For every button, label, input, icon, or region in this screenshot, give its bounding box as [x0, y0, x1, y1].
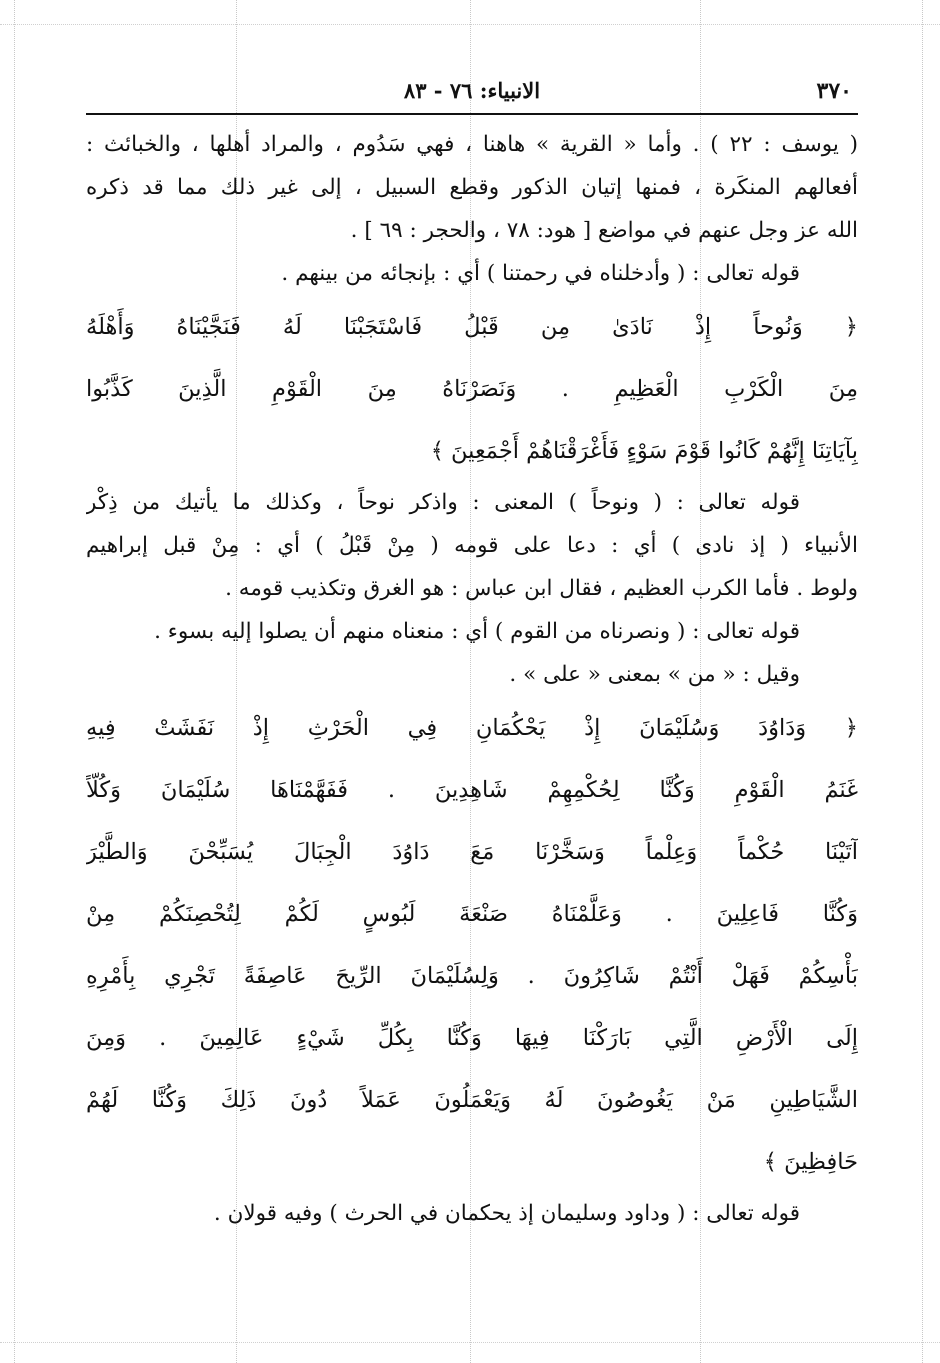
text-line: مِنَ الْكَرْبِ الْعَظِيمِ . وَنَصَرْنَاهُ مِنَ الْقَوْمِ الَّذِينَ كَذَّبُوا: [86, 376, 858, 402]
text-line: قوله تعالى : ( ونصرناه من القوم ) أي : منعناه منهم أن يصلوا إليه بسوء .: [154, 619, 800, 644]
text-line: ﴿ وَنُوحاً إِذْ نَادَىٰ مِن قَبْلُ فَاسْتَجَبْنَا لَهُ فَنَجَّيْنَاهُ وَأَهْلَهُ: [86, 314, 858, 340]
text-line: ( يوسف : ٢٢ ) . وأما « القرية » هاهنا ، فهي سَدُوم ، والمراد أهلها ، والخبائث :: [86, 132, 858, 157]
header-rule: [86, 113, 858, 115]
text-line: وَكُنَّا فَاعِلِينَ . وَعَلَّمْنَاهُ صَنْعَةَ لَبُوسٍ لَكُمْ لِتُحْصِنَكُمْ مِنْ: [86, 901, 858, 927]
text-line: إِلَى الْأَرْضِ الَّتِي بَارَكْنَا فِيهَا وَكُنَّا بِكُلِّ شَيْءٍ عَالِمِينَ . وَمِنَ: [86, 1025, 858, 1051]
page-number: ٣٧٠: [816, 78, 852, 104]
scan-guide: [14, 0, 15, 1363]
text-line: أفعالهم المنكَرة ، فمنها إتيان الذكور وقطع السبيل ، إلى غير ذلك مما قد ذكره: [86, 175, 858, 200]
page-header: [86, 70, 858, 110]
text-line: الله عز وجل عنهم في مواضع [ هود: ٧٨ ، والحجر : ٦٩ ] .: [350, 218, 858, 243]
text-line: ﴿ وَدَاوُدَ وَسُلَيْمَانَ إِذْ يَحْكُمَانِ فِي الْحَرْثِ إِذْ نَفَشَتْ فِيهِ: [86, 715, 858, 741]
commentary-paragraph: [86, 652, 858, 695]
scan-guide: [922, 0, 923, 1363]
text-line: قوله تعالى : ( ونوحاً ) المعنى : واذكر نوحاً ، وكذلك ما يأتيك من ذِكْر: [86, 490, 800, 515]
text-line: غَنَمُ الْقَوْمِ وَكُنَّا لِحُكْمِهِمْ شَاهِدِينَ . فَفَهَّمْنَاهَا سُلَيْمَانَ وَكُلّاً: [86, 777, 858, 803]
text-line: وقيل : « من » بمعنى « على » .: [509, 662, 800, 687]
text-line: بَأْسِكُمْ فَهَلْ أَنْتُمْ شَاكِرُونَ . وَلِسُلَيْمَانَ الرِّيحَ عَاصِفَةً تَجْرِي بِأَمْرِهِ: [86, 963, 858, 989]
commentary-paragraph: [86, 1191, 858, 1234]
text-line: قوله تعالى : ( وأدخلناه في رحمتنا ) أي : بإنجائه من بينهم .: [281, 261, 800, 286]
body-text: [86, 122, 858, 1234]
text-line: الشَّيَاطِينِ مَنْ يَغُوصُونَ لَهُ وَيَعْمَلُونَ عَمَلاً دُونَ ذَلِكَ وَكُنَّا لَهُمْ: [86, 1087, 858, 1113]
commentary-paragraph: [86, 122, 858, 251]
text-line: حَافِظِينَ ﴾: [763, 1149, 858, 1175]
text-line: بِآيَاتِنَا إِنَّهُمْ كَانُوا قَوْمَ سَوْءٍ فَأَغْرَقْنَاهُمْ أَجْمَعِينَ ﴾: [430, 438, 858, 464]
running-title: الانبياء: ٧٦ - ٨٣: [403, 78, 541, 103]
commentary-paragraph: [86, 609, 858, 652]
scan-guide: [0, 24, 940, 25]
quran-verse-block: [86, 695, 858, 1191]
text-line: الأنبياء ( إذ نادى ) أي : دعا على قومه ( مِنْ قَبْلُ ) أي : مِنْ قبل إبراهيم: [86, 533, 858, 558]
quran-verse-block: [86, 294, 858, 480]
commentary-paragraph: [86, 480, 858, 609]
text-line: آتَيْنَا حُكْماً وَعِلْماً وَسَخَّرْنَا مَعَ دَاوُدَ الْجِبَالَ يُسَبِّحْنَ وَالطَّيْرَ: [86, 839, 858, 865]
scan-guide: [0, 1342, 940, 1343]
commentary-paragraph: [86, 251, 858, 294]
text-line: ولوط . فأما الكرب العظيم ، فقال ابن عباس : هو الغرق وتكذيب قومه .: [225, 576, 858, 601]
text-line: قوله تعالى : ( وداود وسليمان إذ يحكمان في الحرث ) وفيه قولان .: [213, 1201, 800, 1226]
